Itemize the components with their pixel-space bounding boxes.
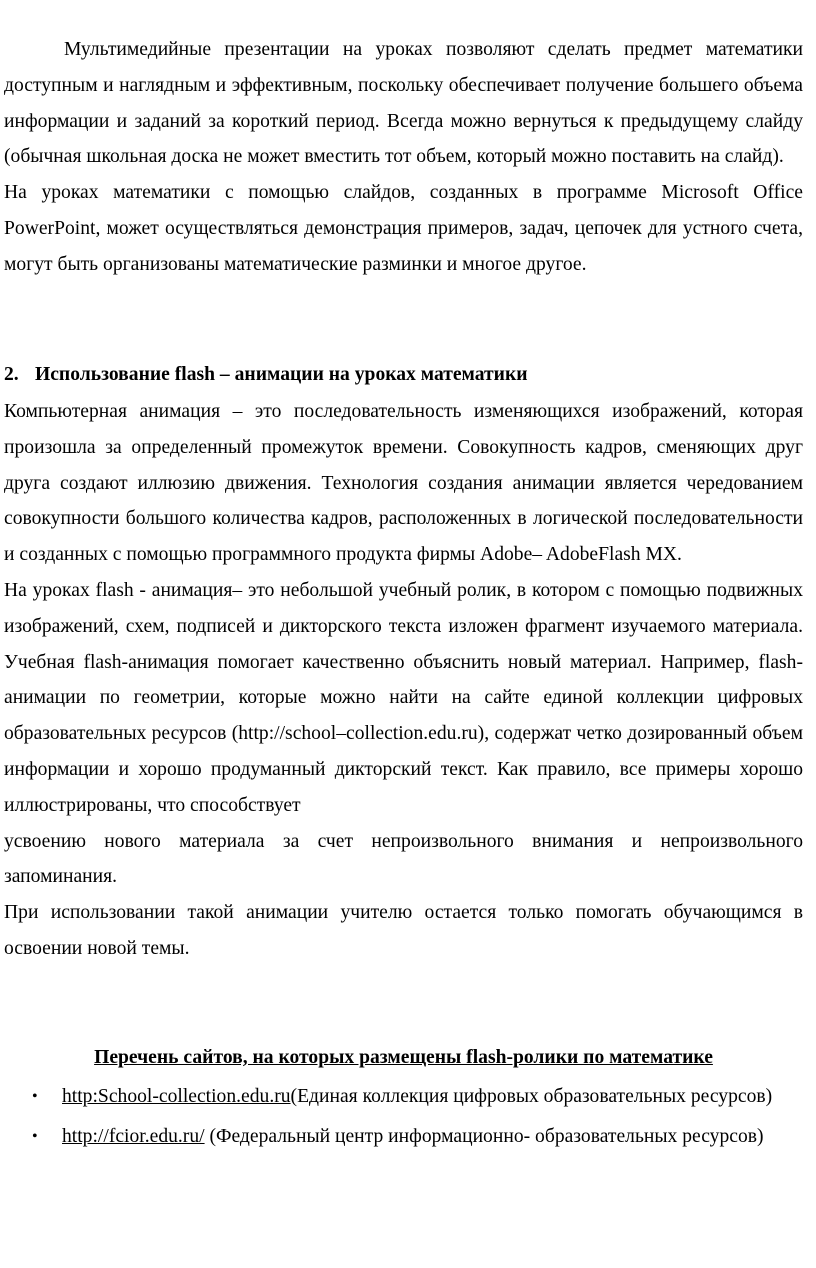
- paragraph-animation-definition: Компьютерная анимация – это последовательность изменяющихся изображений, которая произошла за определенный промежуток времени. Совокупность кадров, сменяющих друг друга создают иллюзию движения. Технология создания анимации является чередованием совокупности большого количества кадров, расположенных в логической последовательности и созданных с помощью программного продукта фирмы Adobe– AdobeFlash MX.: [4, 401, 803, 566]
- intro-block: [4, 32, 803, 283]
- section-title: Использование flash – анимации на уроках математики: [35, 364, 528, 385]
- list-item: [4, 1119, 803, 1155]
- section-number: 2.: [4, 364, 19, 385]
- site-link-school-collection[interactable]: http:School-collection.edu.ru: [62, 1086, 291, 1107]
- sites-list: [4, 1079, 803, 1155]
- bullet-icon: •: [32, 1127, 38, 1145]
- paragraph-presentations: Мультимедийные презентации на уроках позволяют сделать предмет математики доступным и наглядным и эффективным, поскольку обеспечивает получение большего объема информации и заданий за короткий период. Всегда можно вернуться к предыдущему слайду (обычная школьная доска не может вместить тот объем, который можно поставить на слайд).: [4, 39, 803, 168]
- section-2-heading: [4, 357, 803, 393]
- paragraph-flash-lessons: На уроках flash - анимация– это небольшой учебный ролик, в котором с помощью подвижных изображений, схем, подписей и дикторского текста изложен фрагмент изучаемого материала. Учебная flash-анимация помогает качественно объяснить новый материал. Например, flash-анимации по геометрии, которые можно найти на сайте единой коллекции цифровых образовательных ресурсов (http://school–collection.edu.ru), содержат четко дозированный объем информации и хорошо продуманный дикторский текст. Как правило, все примеры хорошо иллюстрированы, что способствует: [4, 579, 803, 816]
- site-description: (Федеральный центр информационно- образовательных ресурсов): [204, 1125, 764, 1147]
- section-heading: [4, 357, 803, 393]
- site-link-fcior[interactable]: http://fcior.edu.ru/: [62, 1125, 205, 1147]
- list-item: [4, 1079, 803, 1115]
- bullet-icon: •: [32, 1088, 38, 1105]
- sites-section: [4, 1040, 803, 1076]
- paragraph-learning: усвоению нового материала за счет непроизвольного внимания и непроизвольного запоминания.: [4, 830, 803, 888]
- section-2-body: [4, 394, 803, 967]
- sites-list-wrap: [4, 1079, 803, 1155]
- site-description: (Единая коллекция цифровых образовательных ресурсов): [290, 1086, 773, 1107]
- paragraph-powerpoint: На уроках математики с помощью слайдов, созданных в программе Microsoft Office PowerPoint, может осуществляться демонстрация примеров, задач, цепочек для устного счета, могут быть организованы математические разминки и многое другое.: [4, 182, 803, 275]
- paragraph-teacher: При использовании такой анимации учителю остается только помогать обучающимся в освоении новой темы.: [4, 902, 803, 959]
- sites-list-title: Перечень сайтов, на которых размещены flash-ролики по математике: [94, 1047, 713, 1068]
